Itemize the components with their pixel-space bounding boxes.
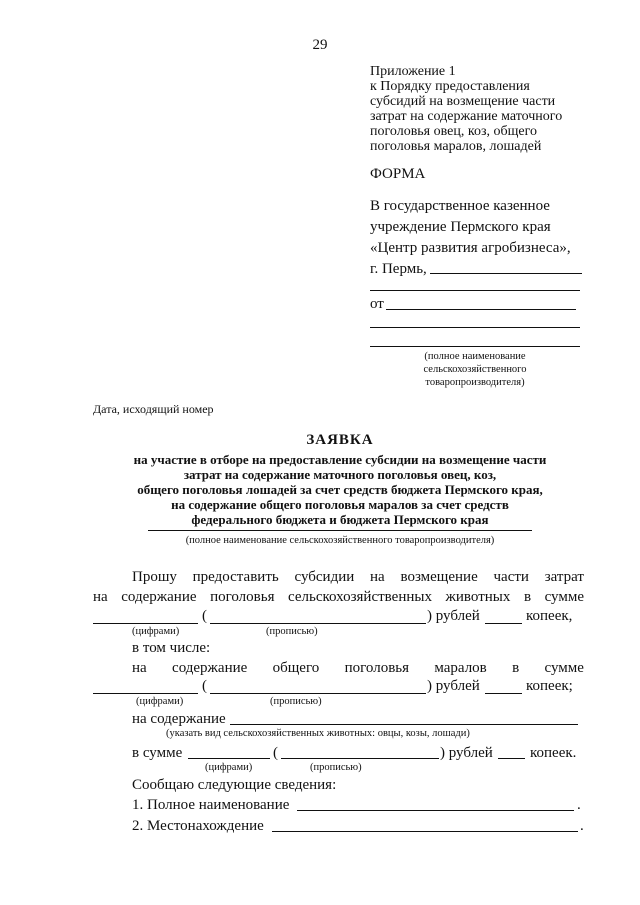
kopecks-label: копеек. [530, 745, 577, 761]
producer-note-top [400, 350, 550, 389]
from-field-line-2[interactable] [370, 327, 580, 328]
sum-digits-field[interactable] [93, 623, 198, 624]
word: поголовья [344, 660, 410, 676]
rubles-label: ) рублей [427, 678, 480, 694]
rubles-label: ) рублей [440, 745, 493, 761]
period: . [580, 818, 584, 834]
word: в [523, 589, 532, 605]
annex-line: субсидий на возмещение части [370, 94, 556, 109]
note-line: (полное наименование [424, 351, 526, 362]
animal-sum-words-field[interactable] [281, 758, 439, 759]
from-label: от [370, 296, 384, 312]
marals-line [132, 659, 584, 677]
word: содержание [172, 660, 248, 676]
annex-line: к Порядку предоставления [370, 79, 530, 94]
word: содержание [121, 589, 197, 605]
from-field-line-3[interactable] [370, 346, 580, 347]
digits-note: (цифрами) [136, 696, 184, 707]
city-field-line[interactable] [430, 273, 582, 274]
word: общего [272, 660, 320, 676]
kopecks-label: копеек; [526, 678, 573, 694]
subtitle-line: федерального бюджета и бюджета Пермского края [191, 512, 489, 527]
page-number: 29 [312, 37, 328, 53]
word: маралов [434, 660, 487, 676]
address-field-line[interactable] [370, 290, 580, 291]
word: сельскохозяйственных [288, 589, 432, 605]
subtitle-line: общего поголовья лошадей за счет средств бюджета Пермского края, [137, 482, 543, 497]
word: сумме [544, 589, 584, 605]
producer-note: (полное наименование сельскохозяйственного товаропроизводителя) [185, 535, 495, 546]
addressee-line: «Центр развития агробизнеса», [370, 240, 571, 256]
animal-kopecks-field[interactable] [498, 758, 525, 759]
rubles-label: ) рублей [427, 608, 480, 624]
word: на [370, 569, 385, 585]
annex-line: Приложение 1 [370, 64, 456, 79]
word: поголовья [210, 589, 275, 605]
word: субсидии [294, 569, 355, 585]
animal-type-note: (указать вид сельскохозяйственных животных: овцы, козы, лошади) [166, 728, 470, 739]
subtitle-line: затрат на содержание маточного поголовья овец, коз, [183, 467, 497, 482]
from-field-line[interactable] [386, 309, 576, 310]
digits-note: (цифрами) [205, 762, 253, 773]
item-full-name: 1. Полное наименование [132, 797, 290, 813]
words-note: (прописью) [266, 626, 318, 637]
animal-sum-digits-field[interactable] [188, 758, 270, 759]
on-maintenance-label: на содержание [132, 711, 226, 727]
word: предоставить [192, 569, 279, 585]
open-paren: ( [202, 608, 207, 624]
subtitle-line: на содержание общего поголовья маралов за счет средств [171, 497, 509, 512]
item-location: 2. Местонахождение [132, 818, 264, 834]
request-line-2 [93, 588, 584, 606]
period: . [577, 797, 581, 813]
request-line-1 [132, 568, 584, 586]
kopecks-field[interactable] [485, 623, 522, 624]
addressee-line: учреждение Пермского края [370, 219, 551, 235]
inform-label: Сообщаю следующие сведения: [132, 777, 337, 793]
application-subtitle [90, 452, 590, 527]
words-note: (прописью) [310, 762, 362, 773]
animal-type-field[interactable] [230, 724, 578, 725]
application-title: ЗАЯВКА [306, 432, 374, 448]
word: части [493, 569, 529, 585]
word: животных [445, 589, 511, 605]
including-label: в том числе: [132, 640, 211, 656]
full-name-field[interactable] [297, 810, 574, 811]
annex-block [370, 64, 562, 154]
note-line: товаропроизводителя) [425, 377, 525, 388]
annex-line: поголовья овец, коз, общего [370, 124, 537, 139]
note-line: сельскохозяйственного [423, 364, 527, 375]
sum-words-field[interactable] [210, 623, 426, 624]
word: на [132, 660, 147, 676]
addressee-line: В государственное казенное [370, 198, 550, 214]
word: в [512, 660, 520, 676]
marals-sum-digits-field[interactable] [93, 693, 198, 694]
location-field[interactable] [272, 831, 578, 832]
annex-line: поголовья маралов, лошадей [370, 139, 542, 154]
form-label: ФОРМА [370, 166, 426, 182]
marals-sum-words-field[interactable] [210, 693, 426, 694]
annex-line: затрат на содержание маточного [370, 109, 563, 124]
word: на [93, 589, 108, 605]
word: Прошу [132, 569, 177, 585]
kopecks-label: копеек, [526, 608, 573, 624]
marals-kopecks-field[interactable] [485, 693, 522, 694]
words-note: (прописью) [270, 696, 322, 707]
subtitle-line: на участие в отборе на предоставление субсидии на возмещение части [133, 452, 547, 467]
producer-name-line[interactable] [148, 530, 532, 531]
word: возмещение [400, 569, 478, 585]
in-sum-label: в сумме [132, 745, 183, 761]
digits-note: (цифрами) [132, 626, 180, 637]
open-paren: ( [202, 678, 207, 694]
word: сумме [544, 660, 584, 676]
word: затрат [544, 569, 584, 585]
addressee-city: г. Пермь, [370, 261, 427, 277]
date-label: Дата, исходящий номер [93, 402, 214, 416]
open-paren: ( [273, 745, 278, 761]
